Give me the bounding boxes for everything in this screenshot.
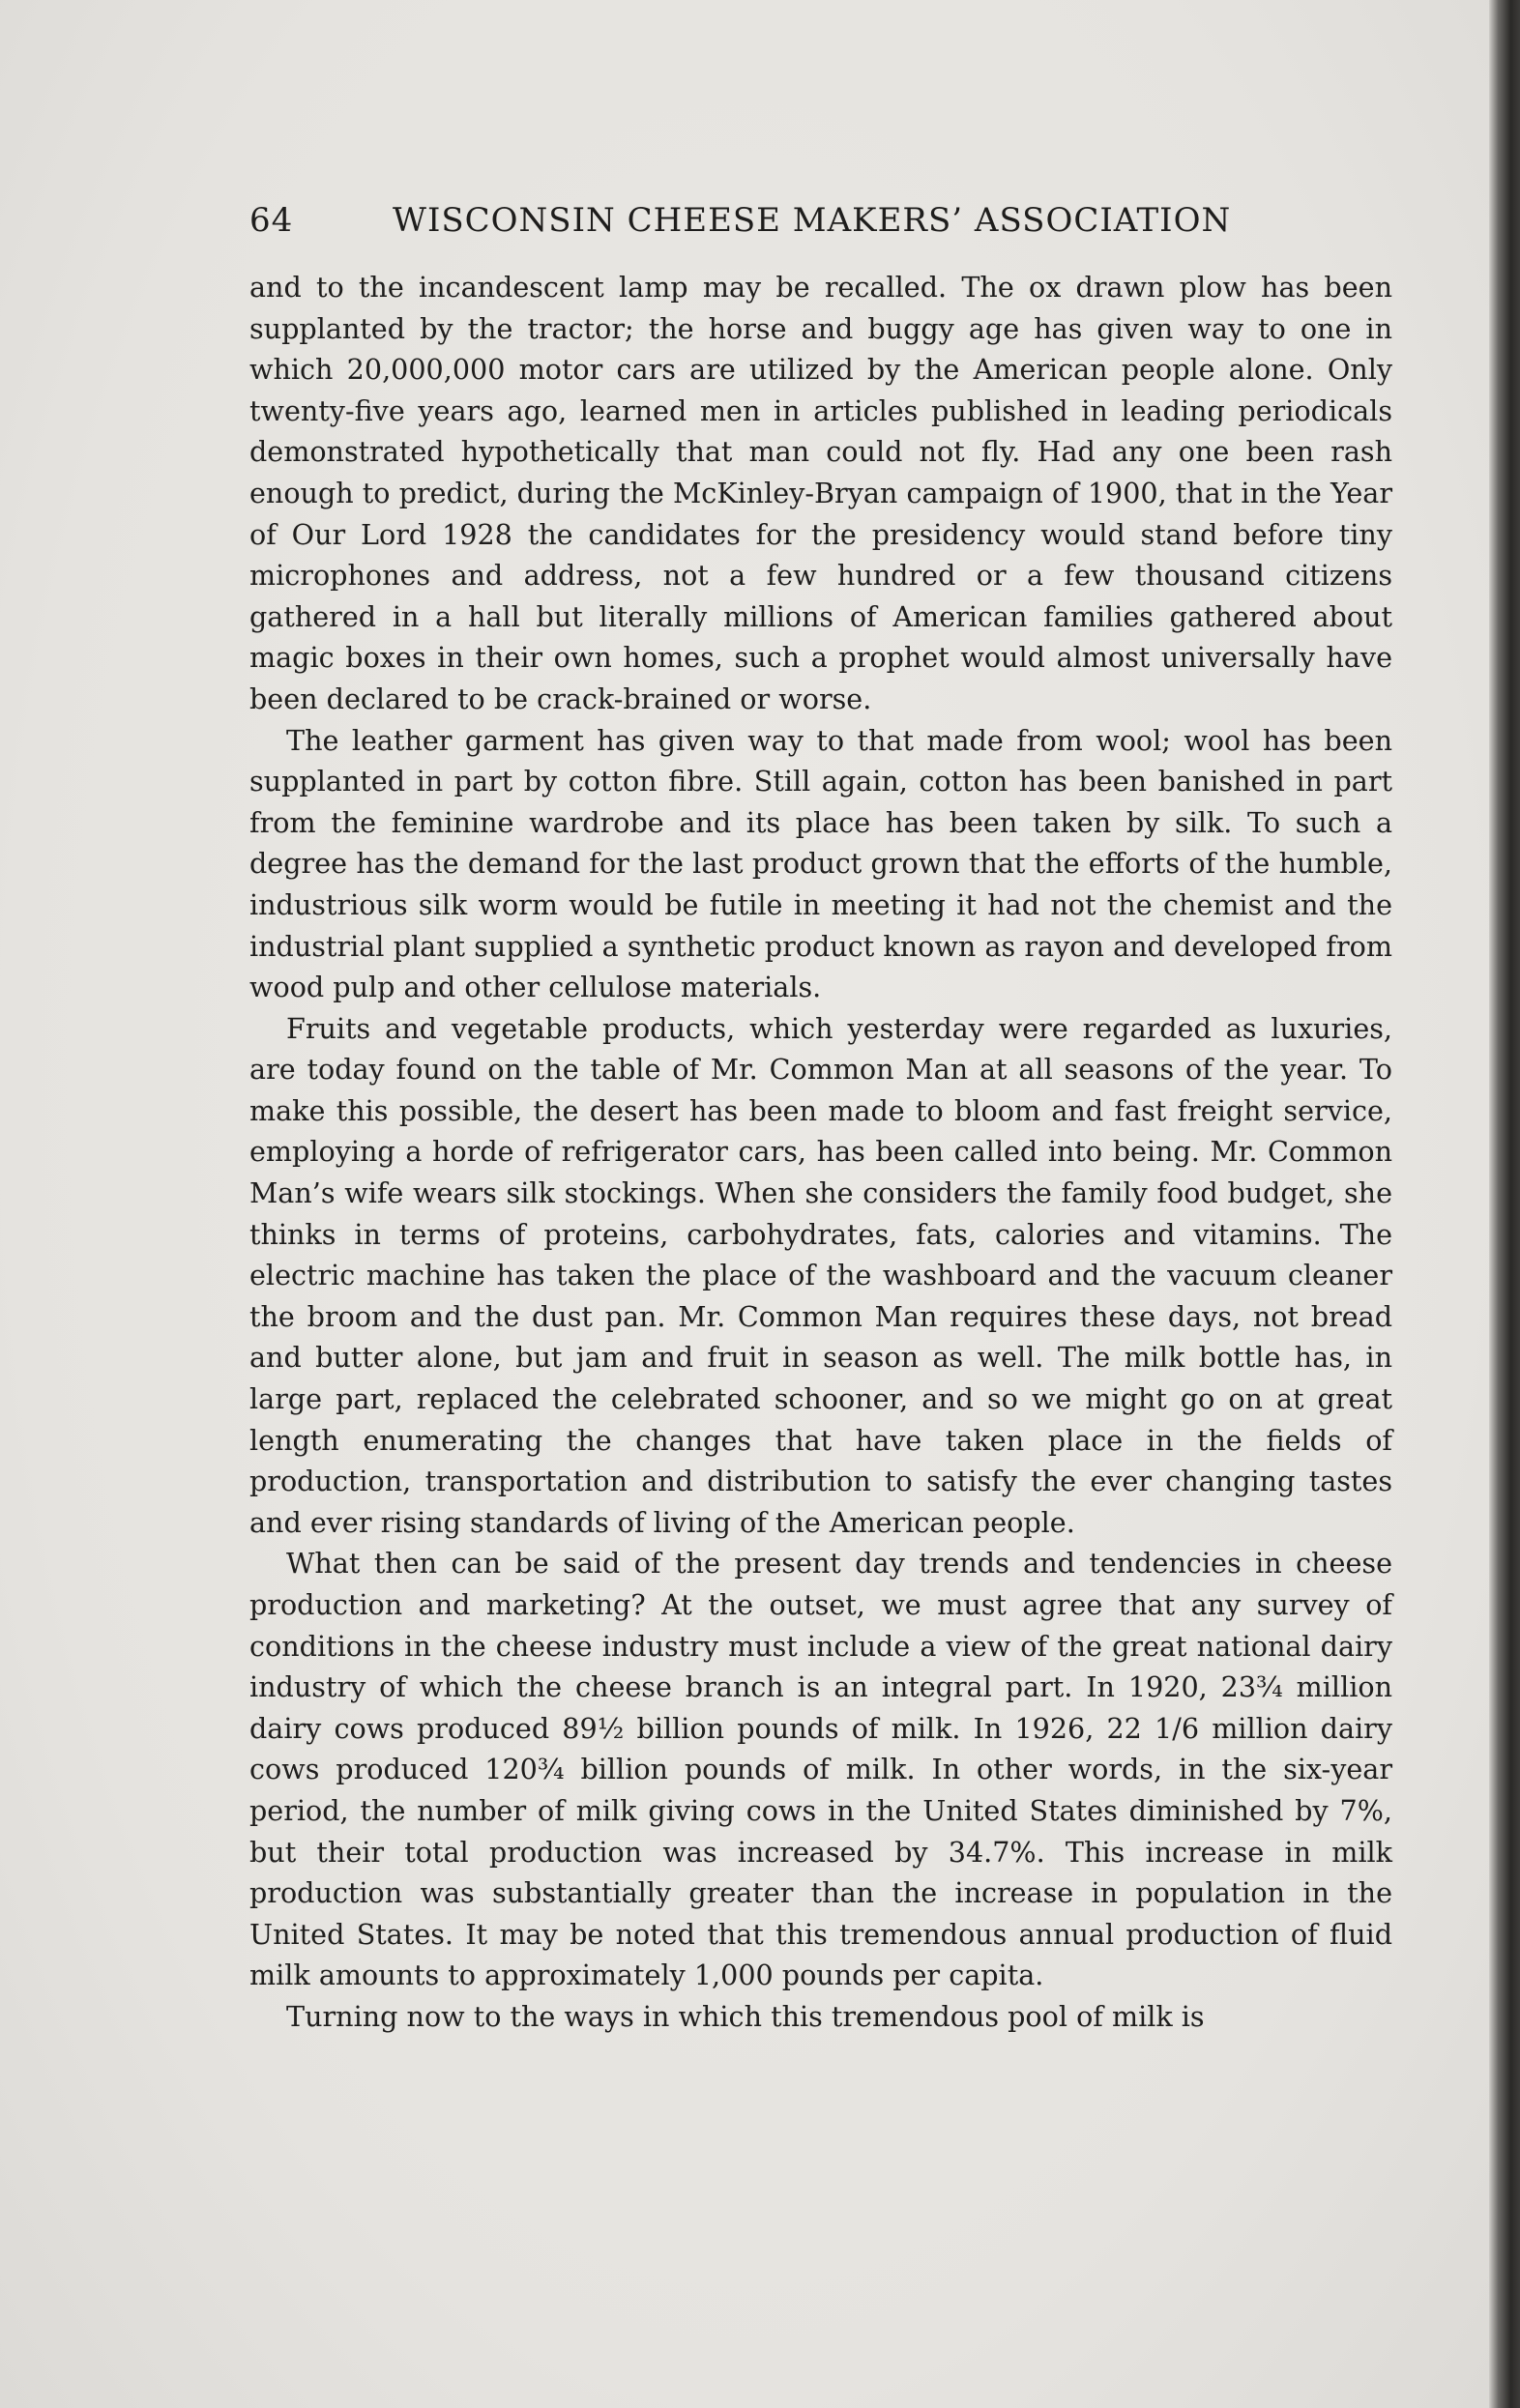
page-content [249,201,1392,2038]
running-title: WISCONSIN CHEESE MAKERS’ ASSOCIATION [393,201,1232,240]
paragraph-1: and to the incandescent lamp may be recalled. The ox drawn plow has been supplanted by the tractor; the horse and buggy age has given way to one in which 20,000,000 motor cars are utilized by the American people alone. Only twenty-five years ago, learned men in articles published in leading periodicals demonstrated hypothetically that man could not fly. Had any one been rash enough to predict, during the McKinley-Bryan campaign of 1900, that in the Year of Our Lord 1928 the candidates for the presidency would stand before tiny microphones and address, not a few hundred or a few thousand citizens gathered in a hall but literally millions of American families gathered about magic boxes in their own homes, such a prophet would almost universally have been declared to be crack-brained or worse. [249,271,1392,715]
page-number: 64 [249,201,294,240]
paragraph-3: Fruits and vegetable products, which yesterday were regarded as luxuries, are today found on the table of Mr. Common Man at all seasons of the year. To make this possible, the desert has been made to bloom and fast freight service, employing a horde of refrigerator cars, has been called into being. Mr. Common Man’s wife wears silk stockings. When she considers the family food budget, she thinks in terms of proteins, carbohydrates, fats, calories and vitamins. The electric machine has taken the place of the washboard and the vacuum cleaner the broom and the dust pan. Mr. Common Man requires these days, not bread and butter alone, but jam and fruit in season as well. The milk bottle has, in large part, replaced the celebrated schooner, and so we might go on at great length enumerating the changes that have taken place in the fields of production, transportation and distribution to satisfy the ever changing tastes and ever rising standards of living of the American people. [249,1011,1392,1539]
paragraph-5: Turning now to the ways in which this tremendous pool of milk is [286,1999,1205,2033]
paragraph-2: The leather garment has given way to that made from wool; wool has been supplanted in part by cotton fibre. Still again, cotton has been banished in part from the feminine wardrobe and its place has been taken by silk. To such a degree has the demand for the last product grown that the efforts of the humble, industrious silk worm would be futile in meeting it had not the chemist and the industrial plant supplied a synthetic product known as rayon and developed from wood pulp and other cellulose materials. [249,723,1392,1004]
running-header [249,201,1392,240]
book-spine-edge [1489,0,1520,2408]
paragraph-4: What then can be said of the present day trends and tendencies in cheese production and marketing? At the outset, we must agree that any survey of conditions in the cheese industry must include a view of the great national dairy industry of which the cheese branch is an integral part. In 1920, 23¾ million dairy cows produced 89½ billion pounds of milk. In 1926, 22 1/6 million dairy cows produced 120¾ billion pounds of milk. In other words, in the six-year period, the number of milk giving cows in the United States diminished by 7%, but their total production was increased by 34.7%. This increase in milk production was substantially greater than the increase in population in the United States. It may be noted that this tremendous annual production of fluid milk amounts to approximately 1,000 pounds per capita. [249,1547,1392,1992]
